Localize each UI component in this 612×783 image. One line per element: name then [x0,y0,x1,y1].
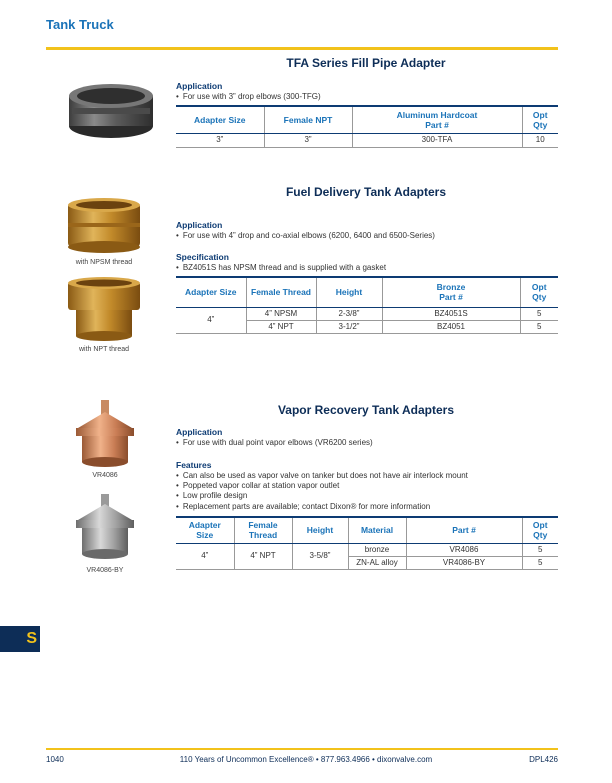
table-cell: 4” NPT [246,320,316,333]
fuel-header-adapter-size: Adapter Size [176,277,246,307]
vr4086-caption: VR4086 [92,472,118,479]
vapor-feature-item: • Poppeted vapor collar at station vapor outlet [176,481,339,490]
footer-code: DPL426 [529,755,558,764]
fuel-header-female-thread: Female Thread [246,277,316,307]
table-row [176,307,558,320]
table-row [176,133,558,147]
table-cell: 3” [264,133,352,147]
vapor-header-qty: Opt Qty [522,517,558,543]
fuel-specification-item: • BZ4051S has NPSM thread and is supplied with a gasket [176,263,386,272]
vr4086-image [68,398,142,470]
vapor-header-female-thread: Female Thread [234,517,292,543]
table-cell: 3-5/8” [292,543,348,569]
tfa-header-qty: Opt Qty [522,106,558,133]
table-cell: 300-TFA [352,133,522,147]
footer-tagline: 110 Years of Uncommon Excellence® • 877.963.4966 • dixonvalve.com [179,755,433,764]
fuel-specification-label: Specification [176,252,229,262]
table-cell: 4” [176,307,246,333]
npsm-caption: with NPSM thread [75,259,133,266]
tfa-header-part: Aluminum Hardcoat Part # [352,106,522,133]
vapor-header-material: Material [348,517,406,543]
tfa-adapter-image [62,78,160,142]
vapor-application-label: Application [176,427,223,437]
table-row [176,543,558,556]
tfa-application-item: • For use with 3” drop elbows (300-TFG) [176,92,321,101]
bottom-divider [46,748,558,750]
table-cell: 3” [176,133,264,147]
table-cell: 4” NPSM [246,307,316,320]
fuel-application-item: • For use with 4” drop and co-axial elbows (6200, 6400 and 6500-Series) [176,231,435,240]
tfa-header-adapter-size: Adapter Size [176,106,264,133]
vapor-feature-item: • Replacement parts are available; contact Dixon® for more information [176,502,430,511]
vapor-header-adapter-size: Adapter Size [176,517,234,543]
fuel-table [176,276,558,334]
vapor-feature-item: • Can also be used as vapor valve on tanker but does not have air interlock mount [176,471,468,480]
npt-caption: with NPT thread [78,346,130,353]
table-cell: bronze [348,543,406,556]
table-cell: VR4086 [406,543,522,556]
table-cell: 5 [520,320,558,333]
table-cell: VR4086-BY [406,556,522,569]
npt-adapter-image [64,276,144,342]
footer-page-number: 1040 [46,755,64,764]
table-cell: 4” NPT [234,543,292,569]
vapor-feature-item: • Low profile design [176,491,247,500]
vapor-table [176,516,558,570]
vapor-header-height: Height [292,517,348,543]
table-cell: 4” [176,543,234,569]
vapor-title: Vapor Recovery Tank Adapters [277,403,455,417]
tfa-title: TFA Series Fill Pipe Adapter [286,56,446,70]
vapor-application-item: • For use with dual point vapor elbows (VR6200 series) [176,438,373,447]
table-cell: 2-3/8” [316,307,382,320]
table-cell: 10 [522,133,558,147]
vr4086-by-caption: VR4086-BY [86,567,124,574]
tfa-application-label: Application [176,81,223,91]
table-cell: BZ4051S [382,307,520,320]
table-cell: ZN-AL alloy [348,556,406,569]
table-cell: 5 [522,556,558,569]
fuel-header-part: Bronze Part # [382,277,520,307]
vapor-header-part: Part # [406,517,522,543]
table-cell: 5 [522,543,558,556]
top-divider [46,47,558,50]
tfa-table [176,105,558,148]
tfa-header-female-npt: Female NPT [264,106,352,133]
fuel-header-qty: Opt Qty [520,277,558,307]
fuel-application-label: Application [176,220,223,230]
fuel-header-height: Height [316,277,382,307]
fuel-title: Fuel Delivery Tank Adapters [285,185,447,199]
npsm-adapter-image [64,195,144,255]
table-cell: 5 [520,307,558,320]
vapor-features-label: Features [176,460,212,470]
section-title: Tank Truck [46,17,114,32]
vr4086-by-image [68,492,142,564]
section-tab-s[interactable]: S [0,626,40,652]
table-cell: BZ4051 [382,320,520,333]
table-cell: 3-1/2” [316,320,382,333]
